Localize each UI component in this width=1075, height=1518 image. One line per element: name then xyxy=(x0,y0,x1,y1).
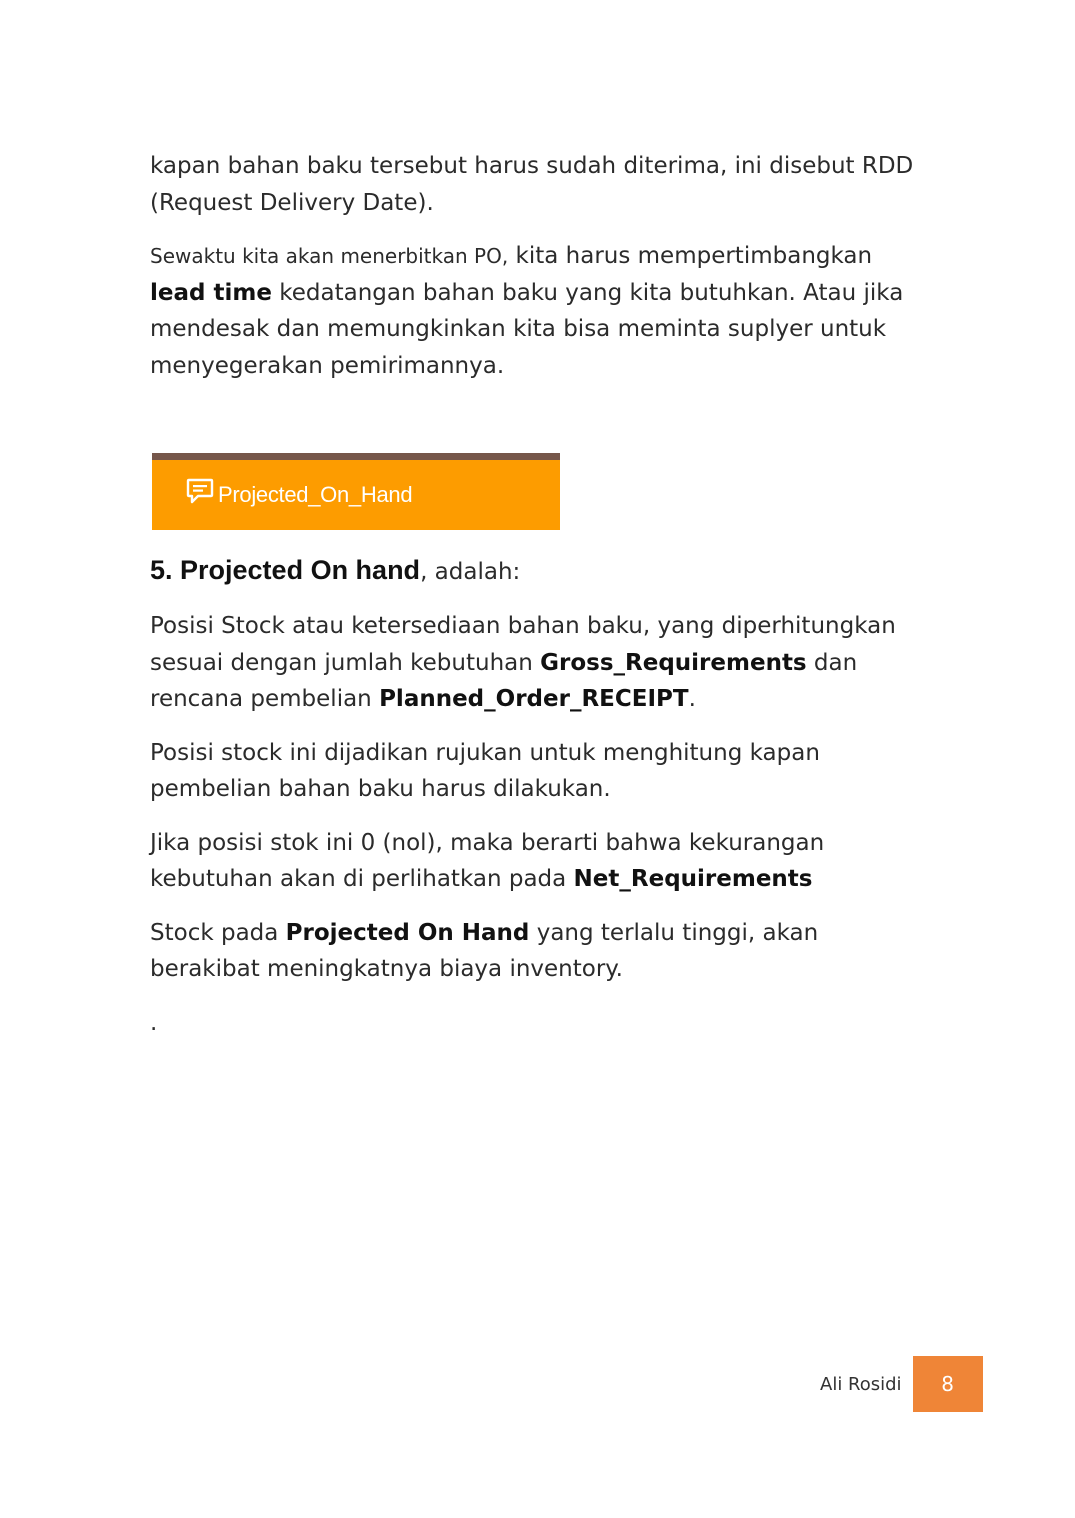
section-heading-bold: 5. Projected On hand xyxy=(150,555,421,585)
section-paragraph-3 xyxy=(150,825,930,898)
intro-small-text: Sewaktu kita akan menerbitkan PO, xyxy=(150,244,509,268)
text-segment: Posisi Stock atau ketersediaan bahan baku, yang diperhitungkan sesuai dengan jumlah kebutuhan xyxy=(150,613,896,676)
page-number: 8 xyxy=(913,1356,983,1412)
intro-paragraph-2 xyxy=(150,238,930,384)
section-heading xyxy=(150,550,930,592)
section-paragraph-2: Posisi stock ini dijadikan rujukan untuk menghitung kapan pembelian bahan baku harus dilakukan. xyxy=(150,739,820,802)
text-segment: Stock pada xyxy=(150,919,286,946)
trailing-dot: . xyxy=(150,1009,158,1036)
text-segment: . xyxy=(688,686,696,712)
planned-order-receipt-term: Planned_Order_RECEIPT xyxy=(379,686,689,712)
section-paragraph-4 xyxy=(150,915,930,988)
footer-author: Ali Rosidi xyxy=(820,1373,902,1395)
intro-text-segment: kedatangan bahan baku yang kita butuhkan. Atau jika mendesak dan memungkinkan kita bisa meminta suplyer untuk menyegerakan pemirimannya. xyxy=(150,279,904,379)
lead-time-term: lead time xyxy=(150,279,272,306)
comment-icon xyxy=(186,478,214,504)
intro-text-segment: kita harus mempertimbangkan xyxy=(508,243,873,269)
page-footer xyxy=(820,1356,983,1412)
intro-paragraph-1: kapan bahan baku tersebut harus sudah diterima, ini disebut RDD (Request Delivery Date). xyxy=(150,153,914,216)
text-segment: dan rencana pembelian xyxy=(150,649,858,712)
projected-on-hand-section xyxy=(150,550,930,1058)
banner-label: Projected_On_Hand xyxy=(218,482,413,507)
text-segment: Jika posisi stok ini 0 (nol), maka berarti bahwa kekurangan kebutuhan akan di perlihatkan pada xyxy=(150,829,825,892)
banner-top-bar xyxy=(152,453,560,460)
projected-on-hand-banner xyxy=(152,453,560,530)
projected-on-hand-term: Projected On Hand xyxy=(285,919,530,946)
intro-text xyxy=(150,148,930,401)
banner-body xyxy=(152,460,560,530)
section-paragraph-1 xyxy=(150,608,930,718)
gross-requirements-term: Gross_Requirements xyxy=(540,649,807,676)
section-heading-rest: , adalah: xyxy=(420,559,521,585)
net-requirements-term: Net_Requirements xyxy=(573,866,813,892)
text-segment: yang terlalu tinggi, akan berakibat meningkatnya biaya inventory. xyxy=(150,919,819,982)
